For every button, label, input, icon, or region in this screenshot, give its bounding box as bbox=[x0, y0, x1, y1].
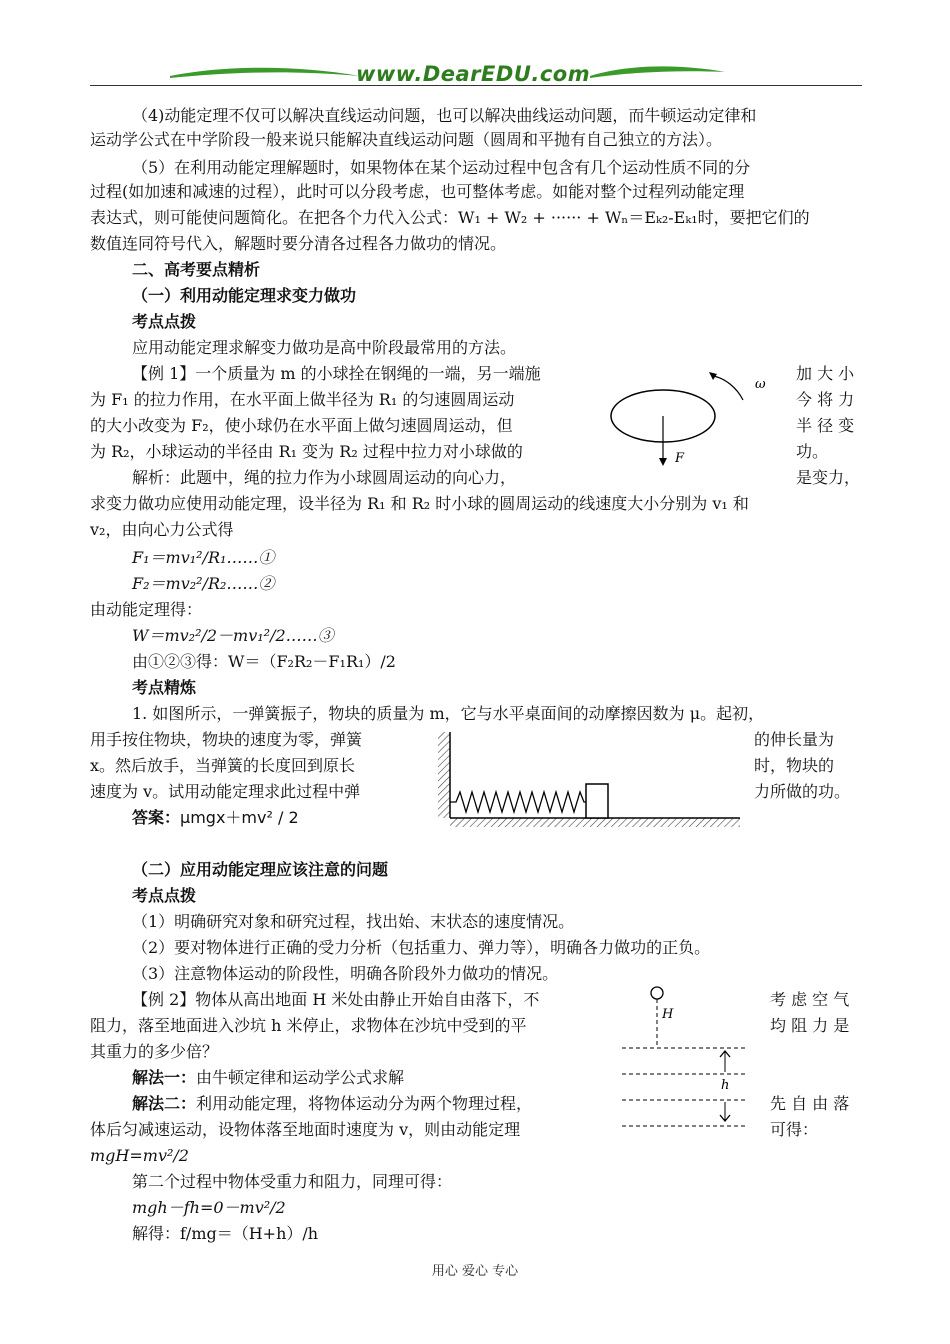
solution: 解得：f/mg＝（H+h）/h bbox=[132, 1224, 319, 1243]
method-2 bbox=[132, 1092, 532, 1116]
second-process: 第二个过程中物体受重力和阻力，同理可得： bbox=[132, 1172, 453, 1191]
equation-A: mgH=mv²/2 bbox=[90, 1146, 189, 1165]
ex2-right-1: 考 虑 空 气 bbox=[770, 990, 850, 1009]
falling-object-figure bbox=[620, 984, 750, 1132]
ex1-left-4: 为 R₂，小球运动的半径由 R₁ 变为 R₂ 过程中拉力对小球做的 bbox=[90, 442, 523, 461]
ex1-right-4: 功。 bbox=[796, 442, 829, 461]
equation-1: F₁＝mv₁²/R₁……① bbox=[132, 548, 275, 567]
point-2: （2）要对物体进行正确的受力分析（包括重力、弹力等），明确各力做功的正负。 bbox=[132, 938, 711, 957]
ex1-right-2: 今 将 力 bbox=[796, 390, 855, 409]
q1-answer bbox=[132, 806, 299, 830]
q1-left-3: 速度为 v。试用动能定理求此过程中弹 bbox=[90, 782, 361, 801]
p5-line3: 表达式，则可能使问题简化。在把各个力代入公式：W₁ + W₂ + ······ + Wₙ＝Eₖ₂-Eₖ₁时，要把它们的 bbox=[90, 208, 810, 227]
q1-line1: 1. 如图所示，一弹簧振子，物块的质量为 m，它与水平桌面间的动摩擦因数为 μ。起初， bbox=[132, 704, 765, 723]
intro-1: 应用动能定理求解变力做功是高中阶段最常用的方法。 bbox=[132, 338, 517, 357]
by-theorem: 由动能定理得： bbox=[90, 600, 203, 619]
ex1-left-5: 解析：此题中，绳的拉力作为小球圆周运动的向心力， bbox=[132, 468, 517, 487]
method-1-text: 由牛顿定律和运动学公式求解 bbox=[196, 1068, 405, 1087]
height-H-label: H bbox=[662, 1007, 674, 1022]
method-2-right: 先 自 由 落 bbox=[770, 1094, 850, 1113]
kaodian-dianbo-1: 考点点拨 bbox=[132, 312, 197, 331]
header-swoosh-right bbox=[590, 62, 725, 86]
method-2-label: 解法二： bbox=[132, 1094, 197, 1113]
ex2-left-1: 【例 2】物体从高出地面 H 米处由静止开始自由落下，不 bbox=[132, 990, 540, 1009]
point-1: （1）明确研究对象和研究过程，找出始、末状态的速度情况。 bbox=[132, 912, 575, 931]
equation-B: mgh－fh=0－mv²/2 bbox=[132, 1198, 286, 1217]
ex1-left-1: 【例 1】一个质量为 m 的小球拴在钢绳的一端，另一端施 bbox=[132, 364, 541, 383]
ex2-left-3: 其重力的多少倍？ bbox=[90, 1042, 219, 1061]
site-logo: www.DearEDU.com bbox=[356, 62, 591, 86]
ex1-left-2: 为 F₁ 的拉力作用，在水平面上做半径为 R₁ 的匀速圆周运动 bbox=[90, 390, 515, 409]
header-rule bbox=[90, 85, 862, 86]
force-label: F bbox=[675, 451, 685, 466]
p5-line4: 数值连同符号代入，解题时要分清各过程各力做功的情况。 bbox=[90, 234, 507, 253]
ex1-right-1: 加 大 小 bbox=[796, 364, 855, 383]
answer-value: μmgx＋mv² / 2 bbox=[180, 808, 299, 827]
method-2b-right: 可得： bbox=[770, 1120, 819, 1139]
page-footer: 用心 爱心 专心 bbox=[431, 1264, 519, 1279]
p4-line2: 运动学公式在中学阶段一般来说只能解决直线运动问题（圆周和平抛有自己独立的方法）。 bbox=[90, 130, 723, 149]
q1-right-3: 力所做的功。 bbox=[754, 782, 851, 801]
method-1 bbox=[132, 1066, 404, 1090]
answer-label: 答案： bbox=[132, 808, 181, 827]
ex1-cont-1: 求变力做功应使用动能定理，设半径为 R₁ 和 R₂ 时小球的圆周运动的线速度大小分别为 v₁ 和 bbox=[90, 494, 749, 513]
point-3: （3）注意物体运动的阶段性，明确各阶段外力做功的情况。 bbox=[132, 964, 559, 983]
method-1-label: 解法一： bbox=[132, 1068, 197, 1087]
equation-4: 由①②③得：W＝（F₂R₂－F₁R₁）/2 bbox=[132, 652, 396, 671]
circular-motion-figure bbox=[605, 368, 785, 478]
depth-h-label: h bbox=[721, 1078, 730, 1093]
equation-3: W＝mv₂²/2－mv₁²/2……③ bbox=[132, 626, 334, 645]
subsection-2-heading: （二）应用动能定理应该注意的问题 bbox=[132, 860, 389, 879]
q1-left-1: 用手按住物块，物块的速度为零，弹簧 bbox=[90, 730, 363, 749]
kaodian-jinglian: 考点精炼 bbox=[132, 678, 197, 697]
header-swoosh-left bbox=[170, 62, 360, 86]
method-2-text: 利用动能定理，将物体运动分为两个物理过程， bbox=[196, 1094, 533, 1113]
ex2-right-2: 均 阻 力 是 bbox=[770, 1016, 850, 1035]
subsection-1-heading: （一）利用动能定理求变力做功 bbox=[132, 286, 357, 305]
equation-2: F₂＝mv₂²/R₂……② bbox=[132, 574, 275, 593]
ex1-right-5: 是变力， bbox=[796, 468, 861, 487]
p4-line1: （4)动能定理不仅可以解决直线运动问题，也可以解决曲线运动问题，而牛顿运动定律和 bbox=[132, 106, 757, 125]
ex2-left-2: 阻力，落至地面进入沙坑 h 米停止，求物体在沙坑中受到的平 bbox=[90, 1016, 527, 1035]
spring-oscillator-figure bbox=[434, 728, 744, 832]
q1-left-2: x。然后放手，当弹簧的长度回到原长 bbox=[90, 756, 356, 775]
p5-line1: （5）在利用动能定理解题时，如果物体在某个运动过程中包含有几个运动性质不同的分 bbox=[132, 158, 751, 177]
method-2b: 体后匀减速运动，设物体落至地面时速度为 v，则由动能定理 bbox=[90, 1120, 521, 1139]
q1-right-1: 的伸长量为 bbox=[754, 730, 835, 749]
omega-label: ω bbox=[755, 377, 766, 392]
p5-line2: 过程(如加速和减速的过程），此时可以分段考虑，也可整体考虑。如能对整个过程列动能定理 bbox=[90, 182, 745, 201]
kaodian-dianbo-2: 考点点拨 bbox=[132, 886, 197, 905]
ex1-right-3: 半 径 变 bbox=[796, 416, 855, 435]
ex1-left-3: 的大小改变为 F₂，使小球仍在水平面上做匀速圆周运动，但 bbox=[90, 416, 513, 435]
section-heading: 二、高考要点精析 bbox=[132, 260, 261, 279]
ex1-cont-2: v₂，由向心力公式得 bbox=[90, 520, 234, 539]
q1-right-2: 时，物块的 bbox=[754, 756, 835, 775]
